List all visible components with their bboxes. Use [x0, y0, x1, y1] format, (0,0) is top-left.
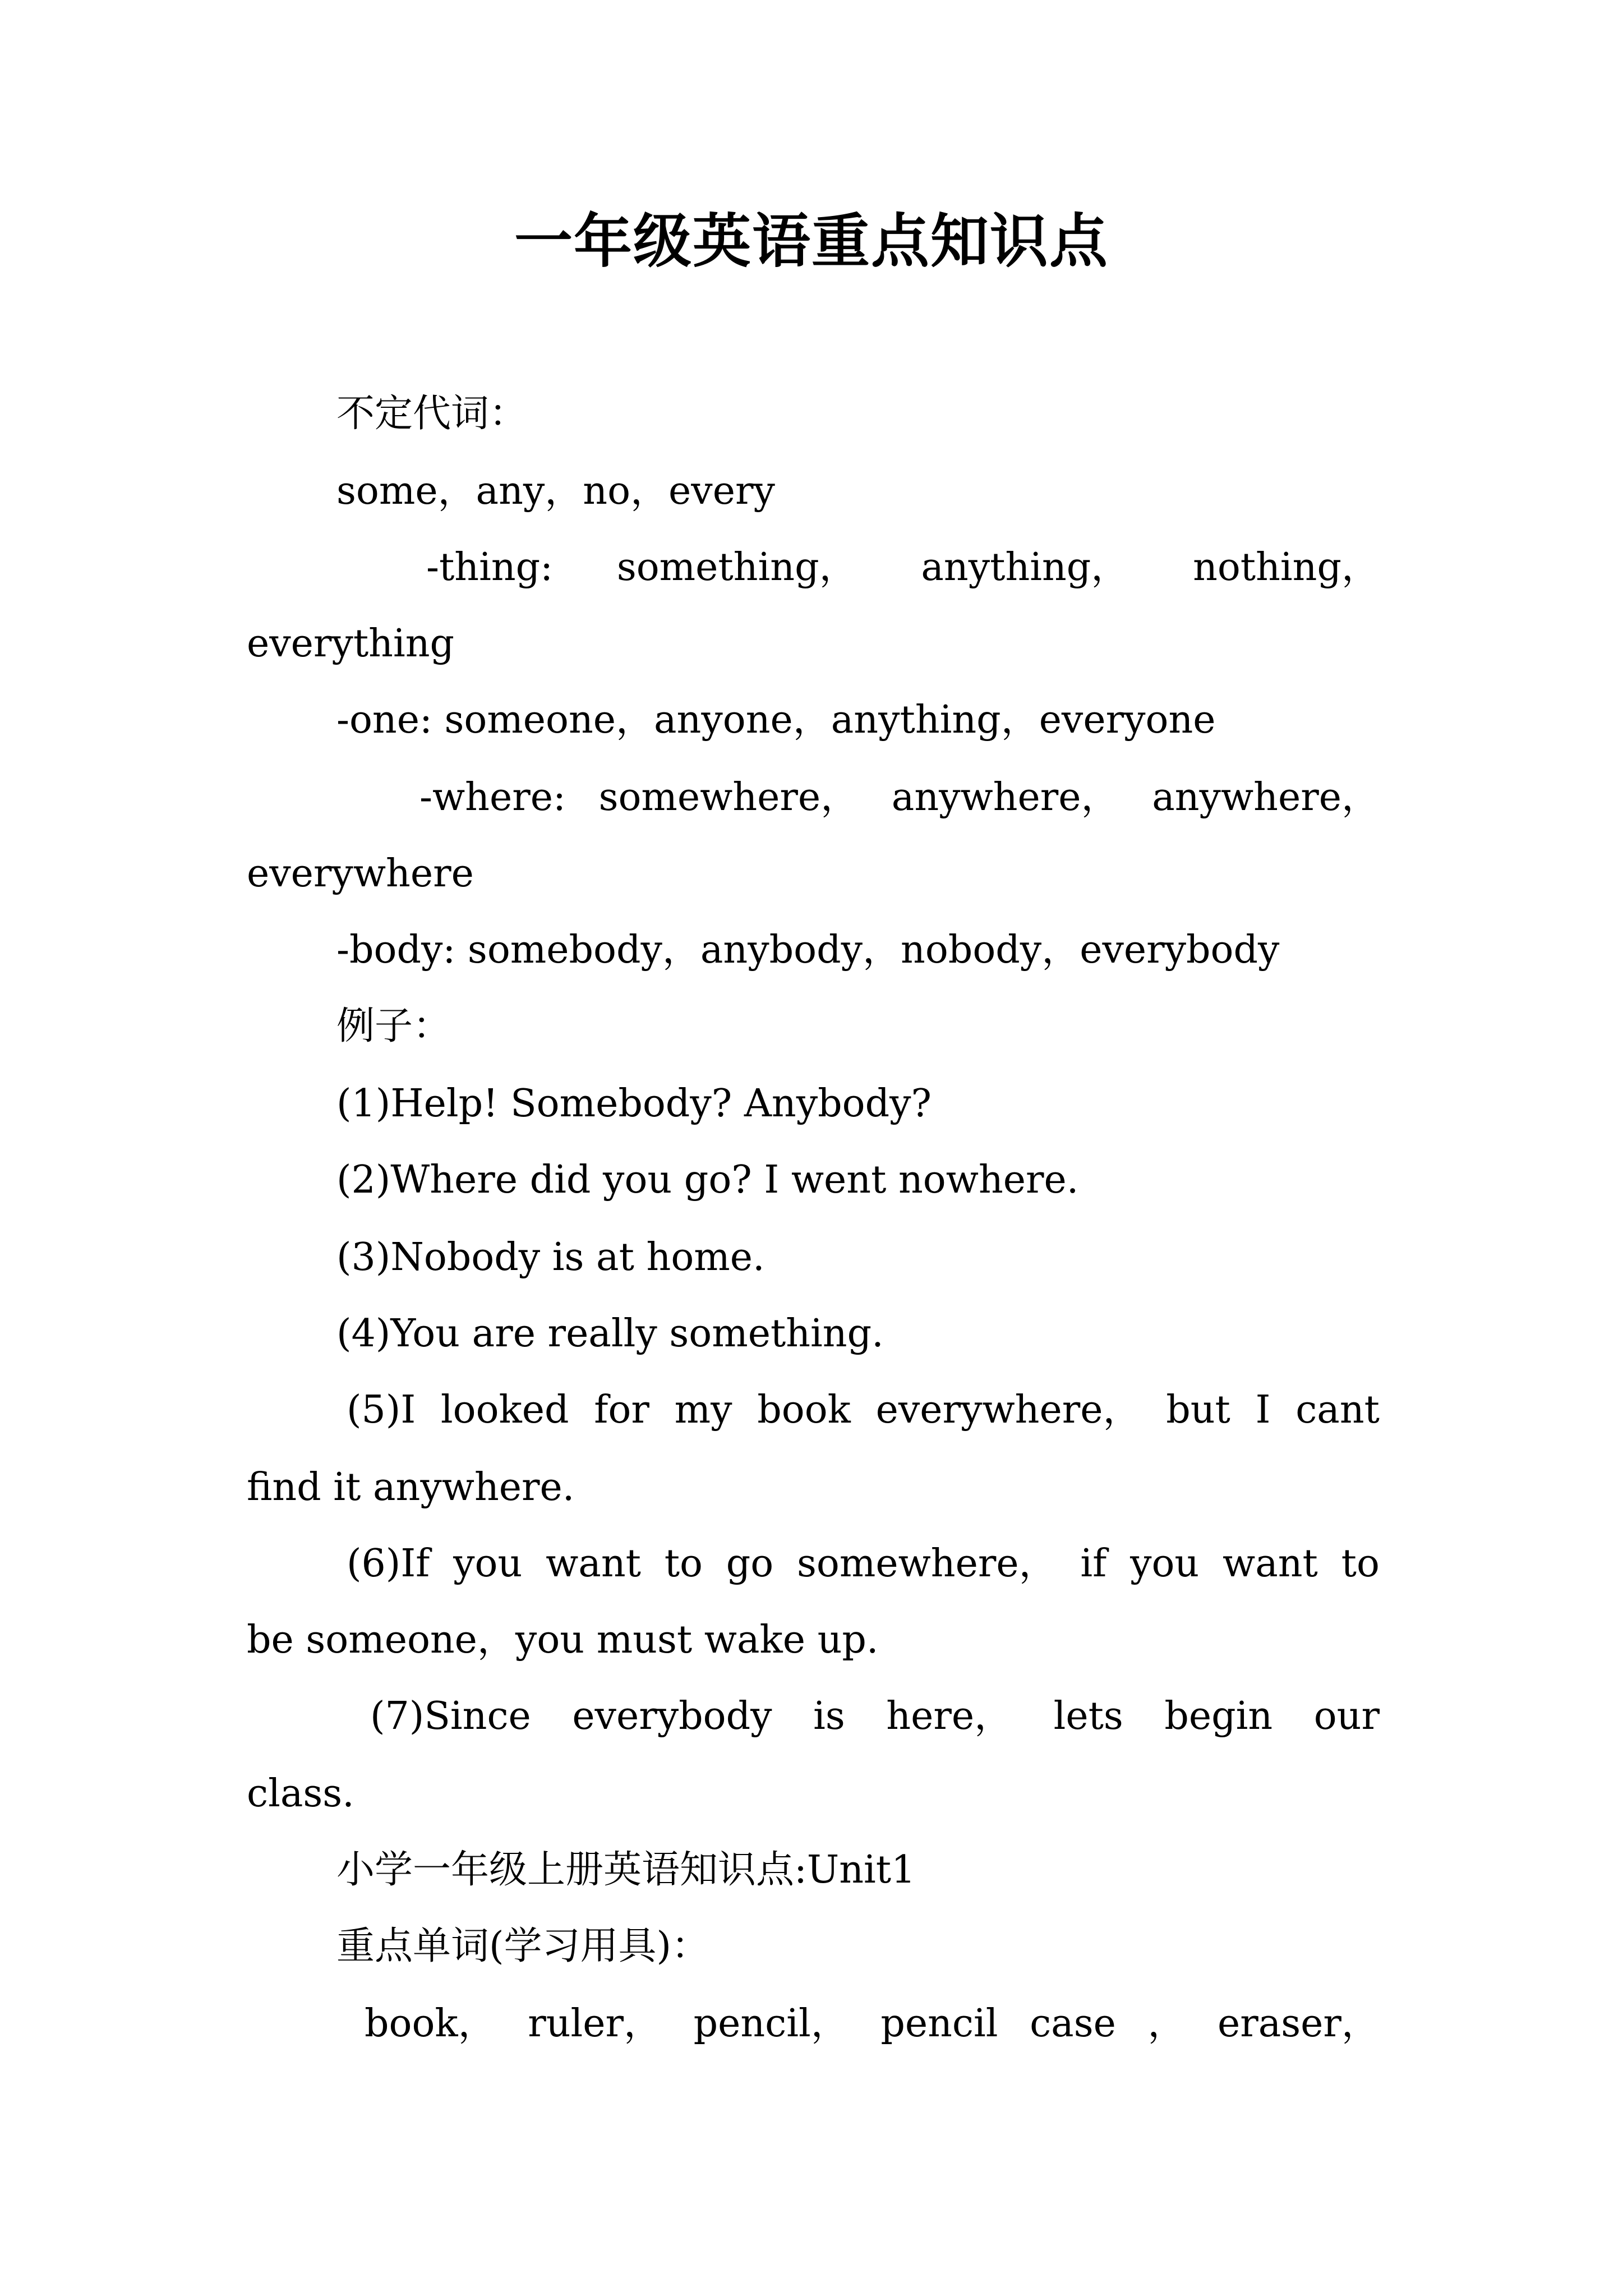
- word: (7)Since: [370, 1694, 531, 1738]
- word: something，: [616, 545, 857, 590]
- text-line: (4)You are really something.: [336, 1312, 884, 1356]
- text-line: some，any，no，every: [336, 469, 775, 513]
- text-line: (2)Where did you go? I went nowhere.: [336, 1158, 1079, 1202]
- text-line: 例子：: [336, 1004, 451, 1048]
- word: want: [1223, 1542, 1318, 1586]
- justified-line: [347, 1537, 1380, 1591]
- text-line: everywhere: [247, 852, 474, 896]
- word: begin: [1164, 1694, 1273, 1738]
- word: -thing:: [426, 545, 554, 590]
- text-line: class.: [247, 1772, 354, 1816]
- word: everybody: [572, 1694, 772, 1738]
- justified-line: [426, 541, 1380, 595]
- word: ruler，: [528, 2001, 662, 2046]
- word: pencil，: [693, 2001, 849, 2046]
- justified-line: [347, 1383, 1380, 1437]
- text-line: be someone，you must wake up.: [247, 1618, 879, 1662]
- word: -where:: [419, 775, 566, 820]
- word: you: [453, 1542, 523, 1586]
- text-line: (1)Help! Somebody? Anybody?: [336, 1082, 932, 1126]
- word: ，: [1147, 2001, 1186, 2046]
- word: case: [1030, 2001, 1116, 2046]
- word: anywhere，: [891, 775, 1119, 820]
- word: my: [674, 1388, 732, 1432]
- word: somewhere，: [797, 1542, 1057, 1586]
- word: you: [1130, 1542, 1200, 1586]
- word: want: [546, 1542, 641, 1586]
- word: lets: [1053, 1694, 1123, 1738]
- word: if: [1080, 1542, 1107, 1586]
- text-line: everything: [247, 622, 455, 666]
- word: book，: [365, 2001, 496, 2046]
- word: eraser，: [1218, 2001, 1380, 2046]
- word: I: [1255, 1388, 1271, 1432]
- word: here，: [886, 1694, 1013, 1738]
- word: to: [664, 1542, 703, 1586]
- text-line: (3)Nobody is at home.: [336, 1235, 765, 1280]
- word: nothing，: [1193, 545, 1380, 590]
- word: (6)If: [347, 1542, 430, 1586]
- word: book: [757, 1388, 851, 1432]
- justified-line: [365, 1997, 1380, 2051]
- justified-line: [419, 771, 1380, 825]
- justified-line: [370, 1690, 1380, 1743]
- word: to: [1341, 1542, 1380, 1586]
- word: somewhere，: [598, 775, 859, 820]
- word: go: [726, 1542, 774, 1586]
- text-line: -one: someone，anyone，anything，everyone: [336, 698, 1216, 742]
- text-line: find it anywhere.: [247, 1465, 575, 1510]
- word: anything，: [921, 545, 1129, 590]
- word: everywhere，: [875, 1388, 1141, 1432]
- word: anywhere，: [1152, 775, 1380, 820]
- word: (5)I: [347, 1388, 416, 1432]
- text-line: 小学一年级上册英语知识点:Unit1: [336, 1848, 916, 1892]
- text-line: 不定代词：: [336, 392, 528, 436]
- word: is: [813, 1694, 845, 1738]
- word: for: [594, 1388, 649, 1432]
- word: our: [1313, 1694, 1380, 1738]
- word: pencil: [880, 2001, 998, 2046]
- word: looked: [440, 1388, 569, 1432]
- word: but: [1166, 1388, 1230, 1432]
- text-line: -body: somebody，anybody，nobody，everybody: [336, 928, 1280, 972]
- word: cant: [1295, 1388, 1380, 1432]
- document-title: 一年级英语重点知识点: [514, 206, 1109, 275]
- text-line: 重点单词(学习用具)：: [336, 1924, 710, 1968]
